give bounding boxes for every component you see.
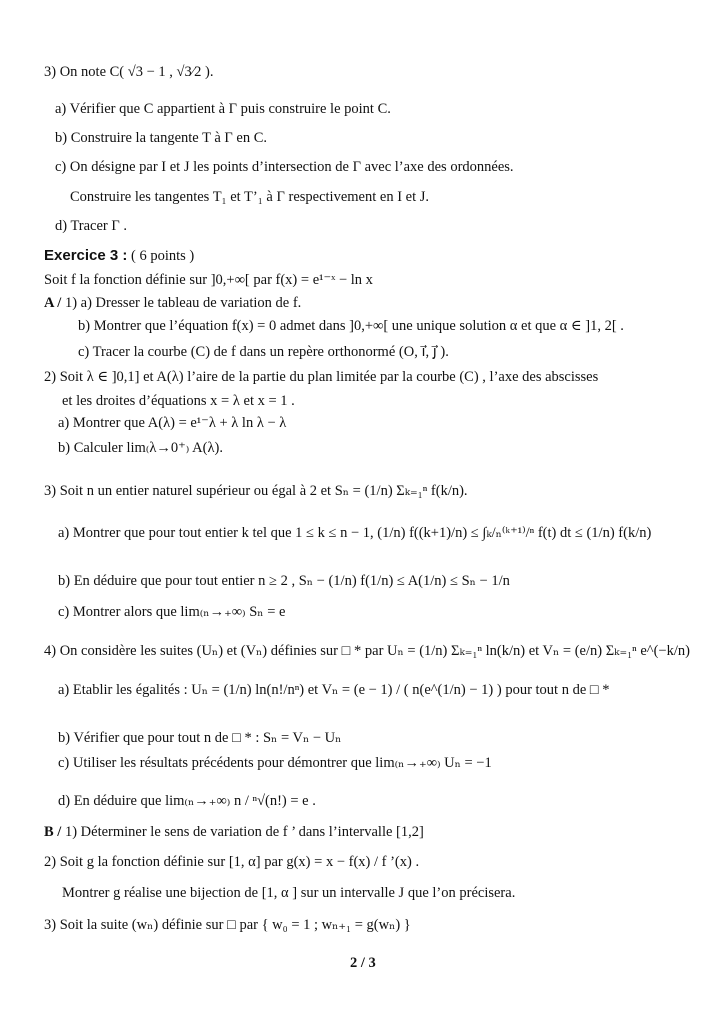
part-a-4b: b) Vérifier que pour tout n de □ * : Sₙ = Vₙ − Uₙ	[58, 730, 342, 746]
part-b-3: 3) Soit la suite (wₙ) définie sur □ par { w₀ = 1 ; wₙ₊₁ = g(wₙ) }	[44, 917, 411, 933]
question-3a: a) Vérifier que C appartient à Γ puis construire le point C.	[55, 101, 391, 117]
part-b-1-text: 1) Déterminer le sens de variation de f ’ dans l’intervalle [1,2]	[64, 824, 424, 840]
question-3c: c) On désigne par I et J les points d’intersection de Γ avec l’axe des ordonnées.	[55, 159, 514, 175]
part-a-3b: b) En déduire que pour tout entier n ≥ 2 , Sₙ − (1/n) f(1/n) ≤ A(1/n) ≤ Sₙ − 1/n	[58, 573, 510, 589]
part-a-1a-text: 1) a) Dresser le tableau de variation de f.	[64, 295, 302, 311]
part-a-2a: a) Montrer que A(λ) = e¹⁻λ + λ ln λ − λ	[58, 415, 287, 431]
exercise-points: ( 6 points )	[131, 248, 195, 264]
part-a-2b: b) Calculer lim₍λ→0⁺₎ A(λ).	[58, 440, 223, 456]
part-a-2-continued: et les droites d’équations x = λ et x = 1 .	[62, 393, 295, 409]
part-a-2: 2) Soit λ ∈ ]0,1] et A(λ) l’aire de la partie du plan limitée par la courbe (C) , l’axe des abscisses	[44, 369, 599, 385]
part-a-1a	[44, 294, 301, 312]
part-b-2: 2) Soit g la fonction définie sur [1, α] par g(x) = x − f(x) / f ’(x) .	[44, 854, 420, 870]
part-a-3: 3) Soit n un entier naturel supérieur ou égal à 2 et Sₙ = (1/n) Σₖ₌₁ⁿ f(k/n).	[44, 483, 468, 499]
exercise-title: Exercice 3 :	[44, 247, 128, 264]
part-a-4c: c) Utiliser les résultats précédents pour démontrer que lim₍ₙ→₊∞₎ Uₙ = −1	[58, 755, 492, 771]
part-a-1b: b) Montrer que l’équation f(x) = 0 admet dans ]0,+∞[ une unique solution α et que α ∈ ]1, 2[ .	[78, 318, 624, 334]
part-a-4d: d) En déduire que lim₍ₙ→₊∞₎ n / ⁿ√(n!) = e .	[58, 793, 316, 809]
question-3b: b) Construire la tangente T à Γ en C.	[55, 130, 268, 146]
page-number: 2 / 3	[350, 955, 376, 971]
part-b-1	[44, 823, 424, 841]
question-3d: d) Tracer Γ .	[55, 218, 128, 234]
exercise-3-heading	[44, 247, 194, 265]
question-3c-continued: Construire les tangentes T₁ et T’₁ à Γ respectivement en I et J.	[70, 189, 430, 205]
part-a-4: 4) On considère les suites (Uₙ) et (Vₙ) définies sur □ * par Uₙ = (1/n) Σₖ₌₁ⁿ ln(k/n) et Vₙ = (e/n) Σₖ₌₁ⁿ e^(−k/n)	[44, 643, 690, 659]
part-a-label: A /	[44, 295, 65, 311]
part-a-3a: a) Montrer que pour tout entier k tel que 1 ≤ k ≤ n − 1, (1/n) f((k+1)/n) ≤ ∫ₖ/ₙ⁽ᵏ⁺¹⁾/ⁿ f(t) dt ≤ (1/n) f(k/n)	[58, 525, 652, 541]
part-a-3c: c) Montrer alors que lim₍ₙ→₊∞₎ Sₙ = e	[58, 604, 286, 620]
part-b-label: B /	[44, 824, 65, 840]
part-a-1c: c) Tracer la courbe (C) de f dans un repère orthonormé (O, i⃗, j⃗ ).	[78, 344, 449, 360]
exercise-intro: Soit f la fonction définie sur ]0,+∞[ par f(x) = e¹⁻ˣ − ln x	[44, 272, 373, 288]
question-3: 3) On note C( √3 − 1 , √3⁄2 ).	[44, 64, 214, 80]
part-b-2-continued: Montrer g réalise une bijection de [1, α ] sur un intervalle J que l’on précisera.	[62, 885, 516, 901]
part-a-4a: a) Etablir les égalités : Uₙ = (1/n) ln(n!/nⁿ) et Vₙ = (e − 1) / ( n(e^(1/n) − 1) ) pour tout n de □ *	[58, 682, 610, 698]
